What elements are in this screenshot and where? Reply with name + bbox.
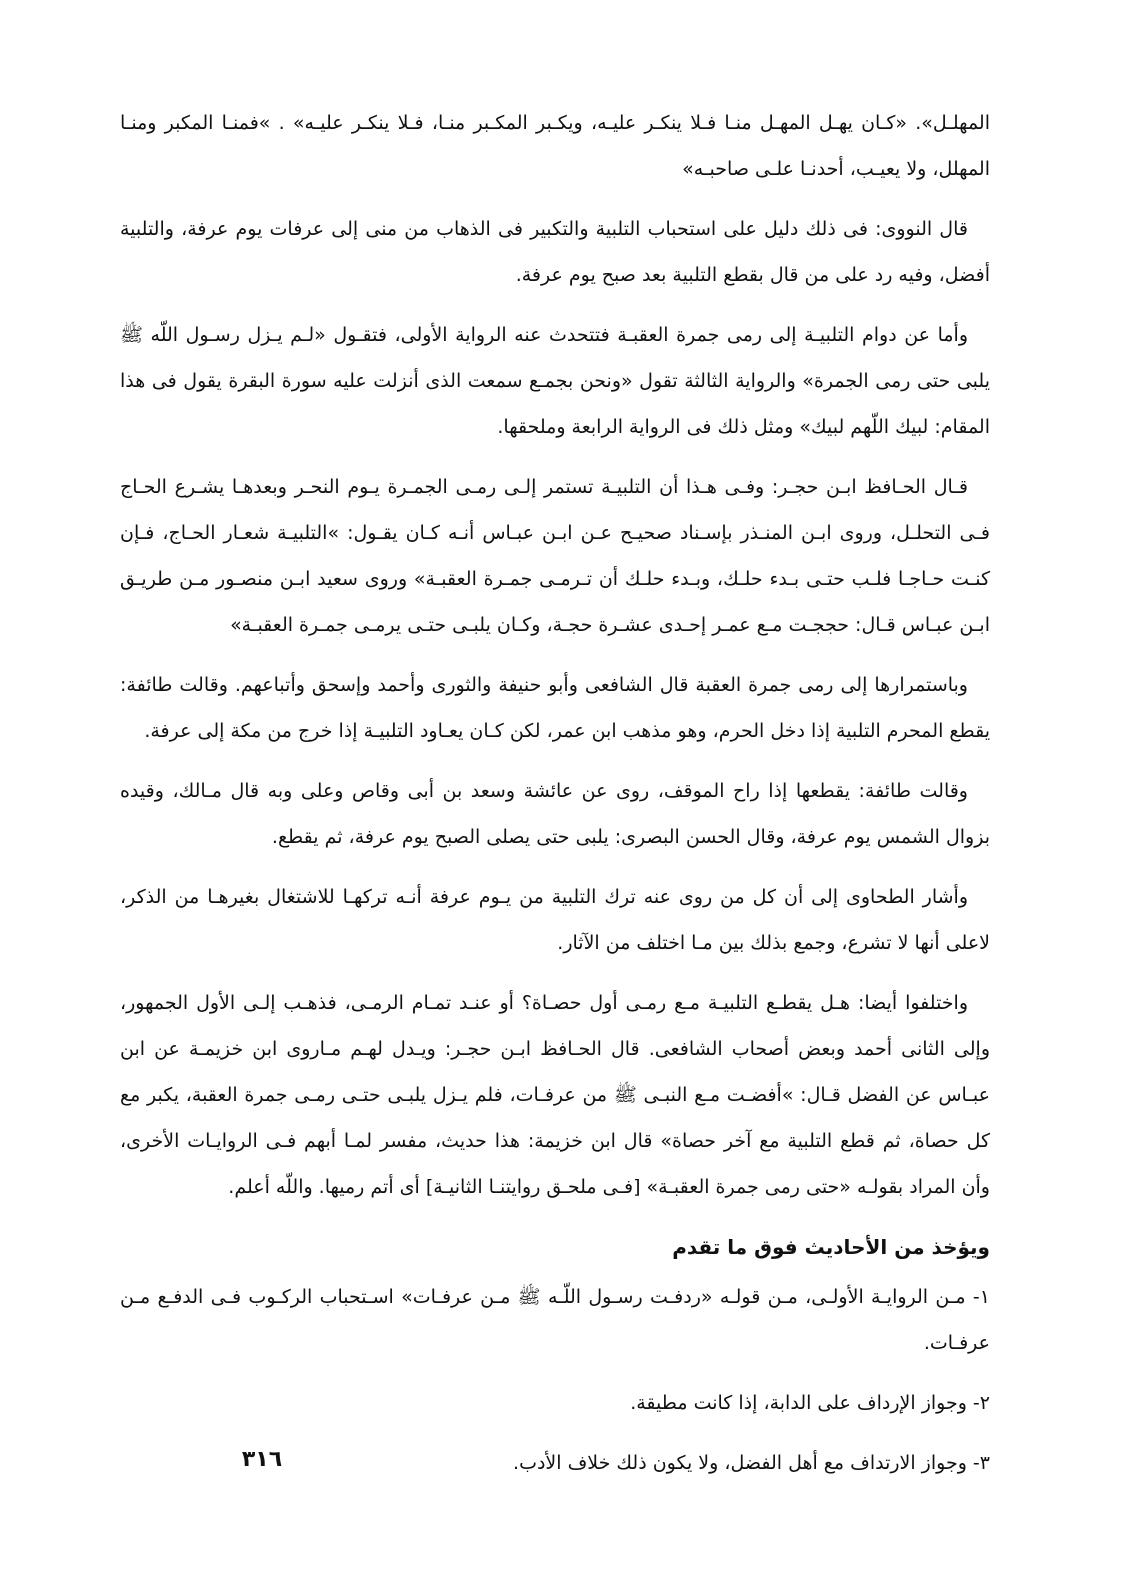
paragraph: المهلـل». «كـان يهـل المهـل منـا فـلا ينكـر عليـه، ويكـبر المكـبر منـا، فـلا ينكـر عليـه» . »فمنـا المكبر ومنـا المهلل، ولا يعيـب، أحدنـا علـى صاحبـه» xyxy=(120,112,990,180)
page-number: ٣١٦ xyxy=(241,1447,283,1472)
paragraph: وأما عن دوام التلبيـة إلى رمى جمرة العقبـة فتتحدث عنه الرواية الأولى، فتقـول «لـم يـزل رسـول اللّه ﷺ يلبى حتى رمى الجمرة» والرواية الثالثة تقول «ونحن بجمـع سمعت الذى أنزلت عليه سورة البقرة يقول فى هذا المقام: لبيك اللّهم لبيك» ومثل ذلك فى الرواية الرابعة وملحقها. xyxy=(120,324,990,438)
list-item: ١- مـن الروايـة الأولـى، مـن قولـه «ردفـت رسـول اللّـه ﷺ مـن عرفـات» اسـتحباب الركـوب فـى الدفـع مـن عرفـات. xyxy=(120,1286,990,1354)
paragraph: واختلفوا أيضا: هـل يقطـع التلبيـة مـع رمـى أول حصـاة؟ أو عنـد تمـام الرمـى، فذهـب إلـى الأول الجمهور، وإلى الثانى أحمد وبعض أصحاب الشافعى. قال الحـافظ ابـن حجـر: ويـدل لهـم مـاروى ابن خزيمـة عن ابن عبـاس عن الفضل قـال: »أفضـت مـع النبـى ﷺ من عرفـات، فلم يـزل يلبـى حتـى رمـى جمرة العقبة، يكبر مع كل حصاة، ثم قطع التلبية مع آخر حصاة» قال ابن خزيمة: هذا حديث، مفسر لمـا أبهم فـى الروايـات الأخرى، وأن المراد بقولـه «حتى رمى جمرة العقبـة» [فـى ملحـق روايتنـا الثانيـة] أى أتم رميها. واللّه أعلم. xyxy=(120,992,990,1198)
paragraph: وباستمرارها إلى رمى جمرة العقبة قال الشافعى وأبو حنيفة والثورى وأحمد وإسحق وأتباعهم. وقالت طائفة: يقطع المحرم التلبية إذا دخل الحرم، وهو مذهب ابن عمر، لكن كـان يعـاود التلبيـة إذا خرج من مكة إلى عرفة. xyxy=(120,674,990,742)
page-content xyxy=(120,100,990,1550)
paragraph: وأشار الطحاوى إلى أن كل من روى عنه ترك التلبية من يـوم عرفة أنـه تركهـا للاشتغال بغيرهـا من الذكر، لاعلى أنها لا تشرع، وجمع بذلك بين مـا اختلف من الآثار. xyxy=(120,886,990,954)
paragraph: قـال الحـافظ ابـن حجـر: وفـى هـذا أن التلبيـة تستمر إلـى رمـى الجمـرة يـوم النحـر وبعدهـا يشـرع الحـاج فـى التحلـل، وروى ابـن المنـذر بإسـناد صحيـح عـن ابـن عبـاس أنـه كـان يقـول: »التلبيـة شعـار الحـاج، فـإن كنـت حـاجـا فلـب حتـى بـدء حلـك، وبـدء حلـك أن تـرمـى جمـرة العقبـة» وروى سعيد ابـن منصـور مـن طريـق ابـن عبـاس قـال: حججـت مـع عمـر إحـدى عشـرة حجـة، وكـان يلبـى حتـى يرمـى جمـرة العقبـة» xyxy=(120,476,990,636)
paragraph: قال النووى: فى ذلك دليل على استحباب التلبية والتكبير فى الذهاب من منى إلى عرفات يوم عرفة، والتلبية أفضل، وفيه رد على من قال بقطع التلبية بعد صبح يوم عرفة. xyxy=(120,218,990,286)
list-item: ٢- وجواز الإرداف على الدابة، إذا كانت مطيقة. xyxy=(630,1392,990,1414)
paragraph: وقالت طائفة: يقطعها إذا راح الموقف، روى عن عائشة وسعد بن أبى وقاص وعلى وبه قال مـالك، وقيده بزوال الشمس يوم عرفة، وقال الحسن البصرى: يلبى حتى يصلى الصبح يوم عرفة، ثم يقطع. xyxy=(120,780,990,848)
list-item: ٣- وجواز الارتداف مع أهل الفضل، ولا يكون ذلك خلاف الأدب. xyxy=(513,1452,990,1474)
section-heading: ويؤخذ من الأحاديث فوق ما تقدم xyxy=(672,1235,990,1259)
